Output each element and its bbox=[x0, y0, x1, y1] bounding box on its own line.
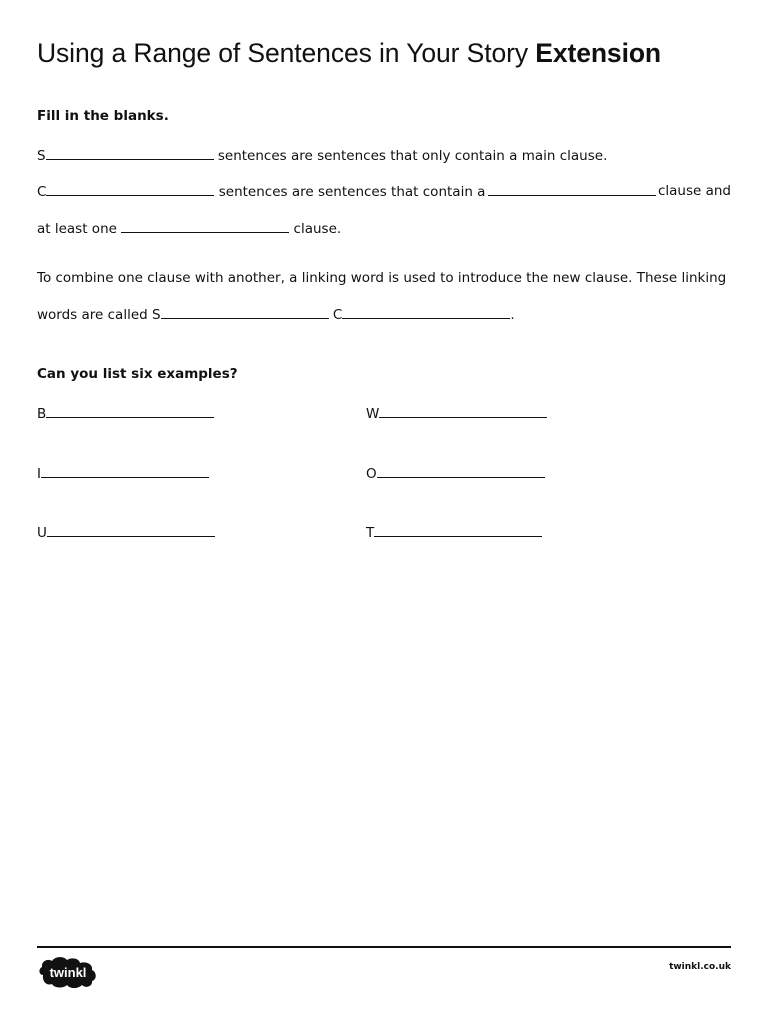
examples-heading: Can you list six examples? bbox=[37, 366, 238, 382]
letter-prefix: O bbox=[366, 466, 377, 482]
blank-field[interactable] bbox=[46, 146, 214, 160]
letter-prefix: U bbox=[37, 525, 47, 541]
sentence-text: clause. bbox=[293, 221, 342, 237]
example-row bbox=[37, 404, 214, 423]
sentence-line-4 bbox=[37, 269, 726, 287]
sentence-text: . bbox=[510, 307, 515, 323]
twinkl-logo bbox=[37, 955, 99, 989]
blank-field[interactable] bbox=[342, 305, 510, 319]
blank-field[interactable] bbox=[46, 404, 214, 418]
letter-prefix: C bbox=[332, 307, 343, 323]
sentence-text: at least one bbox=[37, 221, 117, 237]
page-title bbox=[37, 38, 661, 69]
letter-prefix: T bbox=[366, 525, 375, 541]
logo-text: twinkl bbox=[49, 965, 87, 980]
sentence-line-2 bbox=[37, 182, 731, 201]
sentence-text: sentences are sentences that contain a bbox=[214, 184, 486, 200]
title-main: Using a Range of Sentences in Your Story bbox=[37, 38, 528, 68]
example-row bbox=[366, 464, 545, 483]
sentence-line-5 bbox=[37, 305, 515, 324]
sentence-text: clause and bbox=[657, 183, 731, 199]
sentence-line-3 bbox=[37, 219, 341, 238]
line-2-group-a bbox=[37, 182, 485, 201]
blank-field[interactable] bbox=[377, 464, 545, 478]
letter-prefix: I bbox=[37, 466, 41, 482]
blank-field[interactable] bbox=[374, 523, 542, 537]
letter-prefix: W bbox=[366, 406, 380, 422]
sentence-text: To combine one clause with another, a linking word is used to introduce the new clause. These linking bbox=[37, 270, 727, 286]
blank-field[interactable] bbox=[41, 464, 209, 478]
sentence-line-1 bbox=[37, 146, 607, 165]
blank-field[interactable] bbox=[379, 404, 547, 418]
footer-url: twinkl.co.uk bbox=[669, 962, 731, 972]
blank-field[interactable] bbox=[161, 305, 329, 319]
blank-field[interactable] bbox=[121, 219, 289, 233]
example-row bbox=[366, 404, 547, 423]
title-extension: Extension bbox=[535, 38, 662, 68]
sentence-text: sentences are sentences that only contain a main clause. bbox=[213, 148, 608, 164]
fill-blanks-heading: Fill in the blanks. bbox=[37, 108, 169, 124]
letter-prefix: B bbox=[37, 406, 47, 422]
sentence-text: words are called S bbox=[37, 307, 161, 323]
blank-field[interactable] bbox=[47, 523, 215, 537]
blank-field[interactable] bbox=[46, 182, 214, 196]
footer-divider bbox=[37, 946, 731, 948]
example-row bbox=[366, 523, 542, 542]
example-row bbox=[37, 464, 209, 483]
letter-prefix: S bbox=[37, 148, 46, 164]
example-row bbox=[37, 523, 215, 542]
letter-prefix: C bbox=[37, 184, 47, 200]
blank-field[interactable] bbox=[488, 182, 656, 196]
